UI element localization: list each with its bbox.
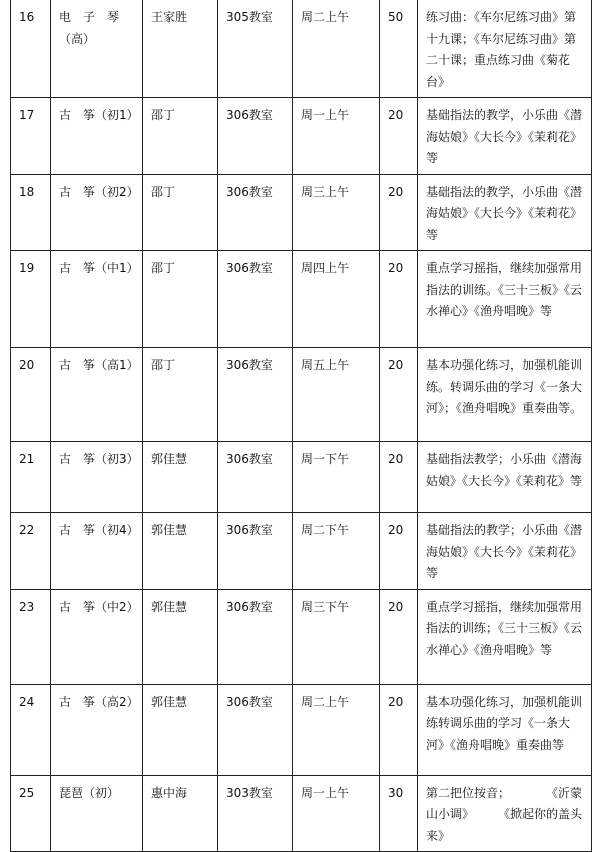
row-number: 18 xyxy=(11,174,51,251)
student-count: 20 xyxy=(380,174,418,251)
course-content: 基本功强化练习，加强机能训练转调乐曲的学习《一条大河》《渔舟唱晚》重奏曲等 xyxy=(418,684,592,775)
table-row xyxy=(11,348,592,442)
row-number: 19 xyxy=(11,251,51,348)
class-time: 周一上午 xyxy=(293,98,380,175)
teacher-name: 邵丁 xyxy=(143,98,218,175)
row-number: 25 xyxy=(11,775,51,852)
table-row xyxy=(11,513,592,590)
course-name: 古 筝（中1） xyxy=(51,251,143,348)
course-name: 古 筝（初2） xyxy=(51,174,143,251)
class-time: 周五上午 xyxy=(293,348,380,442)
table-row xyxy=(11,251,592,348)
classroom: 303教室 xyxy=(218,775,293,852)
course-name: 古 筝（初3） xyxy=(51,442,143,513)
class-time: 周一上午 xyxy=(293,775,380,852)
table-row xyxy=(11,684,592,775)
student-count: 30 xyxy=(380,775,418,852)
classroom: 305教室 xyxy=(218,0,293,98)
classroom: 306教室 xyxy=(218,174,293,251)
student-count: 20 xyxy=(380,348,418,442)
class-time: 周三上午 xyxy=(293,174,380,251)
teacher-name: 邵丁 xyxy=(143,348,218,442)
course-name: 古 筝（中2） xyxy=(51,589,143,684)
student-count: 20 xyxy=(380,589,418,684)
teacher-name: 邵丁 xyxy=(143,174,218,251)
classroom: 306教室 xyxy=(218,513,293,590)
course-schedule-table xyxy=(10,0,592,852)
row-number: 24 xyxy=(11,684,51,775)
course-name: 电 子 琴（高） xyxy=(51,0,143,98)
student-count: 50 xyxy=(380,0,418,98)
table-row xyxy=(11,174,592,251)
row-number: 21 xyxy=(11,442,51,513)
row-number: 23 xyxy=(11,589,51,684)
student-count: 20 xyxy=(380,98,418,175)
class-time: 周三下午 xyxy=(293,589,380,684)
classroom: 306教室 xyxy=(218,442,293,513)
course-content: 基础指法的教学，小乐曲《潜海姑娘》《大长今》《茉莉花》等 xyxy=(418,98,592,175)
course-content: 第二把位按音； 《沂蒙山小调》 《掀起你的盖头来》 xyxy=(418,775,592,852)
table-row xyxy=(11,98,592,175)
classroom: 306教室 xyxy=(218,589,293,684)
teacher-name: 惠中海 xyxy=(143,775,218,852)
table-row xyxy=(11,775,592,852)
course-content: 基本功强化练习，加强机能训练。转调乐曲的学习《一条大河》；《渔舟唱晚》重奏曲等。 xyxy=(418,348,592,442)
student-count: 20 xyxy=(380,684,418,775)
course-name: 古 筝（高2） xyxy=(51,684,143,775)
course-name: 古 筝（初1） xyxy=(51,98,143,175)
teacher-name: 王家胜 xyxy=(143,0,218,98)
course-content: 基础指法的教学，小乐曲《潜海姑娘》《大长今》《茉莉花》等 xyxy=(418,174,592,251)
teacher-name: 郭佳慧 xyxy=(143,442,218,513)
row-number: 17 xyxy=(11,98,51,175)
classroom: 306教室 xyxy=(218,684,293,775)
class-time: 周一下午 xyxy=(293,442,380,513)
student-count: 20 xyxy=(380,251,418,348)
table-row xyxy=(11,589,592,684)
teacher-name: 郭佳慧 xyxy=(143,589,218,684)
course-content: 基础指法的教学；小乐曲《潜海姑娘》《大长今》《茉莉花》等 xyxy=(418,513,592,590)
course-name: 琵琶（初） xyxy=(51,775,143,852)
table-row xyxy=(11,0,592,98)
class-time: 周四上午 xyxy=(293,251,380,348)
row-number: 22 xyxy=(11,513,51,590)
student-count: 20 xyxy=(380,513,418,590)
teacher-name: 邵丁 xyxy=(143,251,218,348)
course-content: 练习曲：《车尔尼练习曲》第十九课；《车尔尼练习曲》第二十课；重点练习曲《菊花台》 xyxy=(418,0,592,98)
class-time: 周二上午 xyxy=(293,0,380,98)
table-row xyxy=(11,442,592,513)
course-content: 重点学习摇指，继续加强常用指法的训练。《三十三板》《云水禅心》《渔舟唱晚》等 xyxy=(418,251,592,348)
course-content: 基础指法教学；小乐曲《潜海姑娘》《大长今》《茉莉花》等 xyxy=(418,442,592,513)
row-number: 20 xyxy=(11,348,51,442)
course-name: 古 筝（初4） xyxy=(51,513,143,590)
course-content: 重点学习摇指，继续加强常用指法的训练；《三十三板》《云水禅心》《渔舟唱晚》等 xyxy=(418,589,592,684)
teacher-name: 郭佳慧 xyxy=(143,684,218,775)
course-name: 古 筝（高1） xyxy=(51,348,143,442)
classroom: 306教室 xyxy=(218,348,293,442)
class-time: 周二下午 xyxy=(293,513,380,590)
student-count: 20 xyxy=(380,442,418,513)
teacher-name: 郭佳慧 xyxy=(143,513,218,590)
row-number: 16 xyxy=(11,0,51,98)
class-time: 周二上午 xyxy=(293,684,380,775)
classroom: 306教室 xyxy=(218,98,293,175)
classroom: 306教室 xyxy=(218,251,293,348)
